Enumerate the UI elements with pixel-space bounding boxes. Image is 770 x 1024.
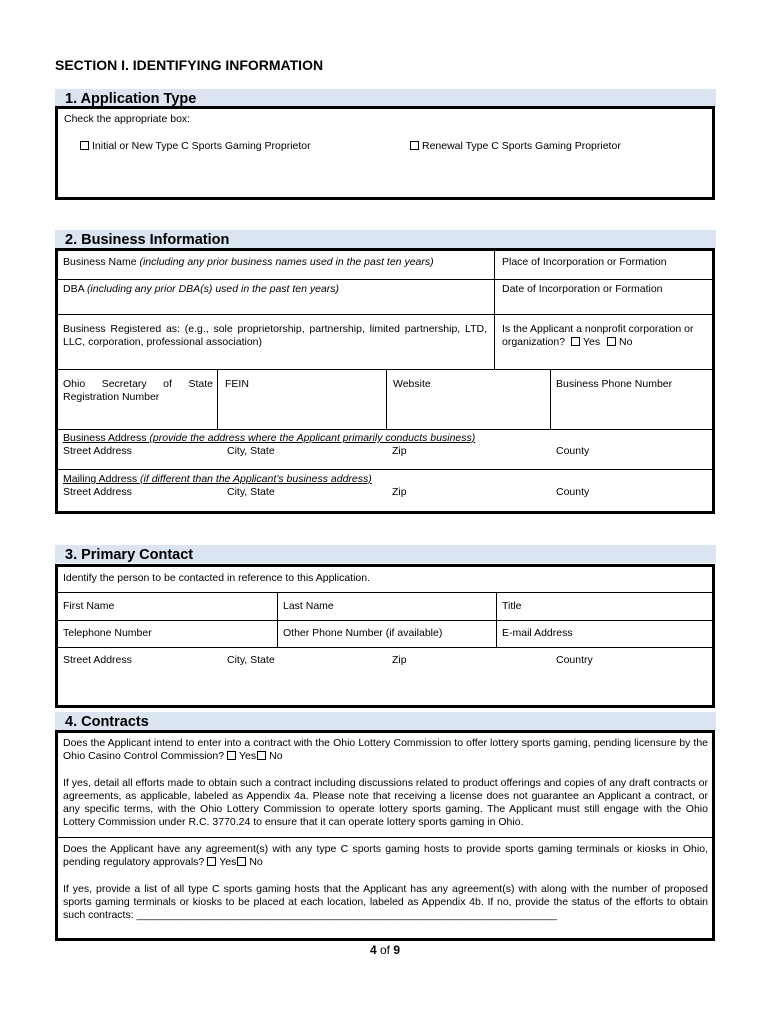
host-no-checkbox[interactable] (237, 857, 246, 866)
date-of-incorporation-label: Date of Incorporation or Formation (502, 283, 663, 295)
contract-yes-checkbox[interactable] (227, 751, 236, 760)
other-phone-label: Other Phone Number (if available) (283, 627, 443, 639)
mailing-address-label: Mailing Address (if different than the Applicant’s business address) (63, 473, 372, 485)
initial-label: Initial or New Type C Sports Gaming Proprietor (92, 140, 311, 152)
biz-street-label: Street Address (63, 445, 132, 457)
contact-street-label: Street Address (63, 654, 132, 666)
initial-option[interactable] (80, 140, 311, 153)
first-name-label: First Name (63, 600, 115, 612)
mail-county-label: County (556, 486, 590, 498)
biz-county-label: County (556, 445, 590, 457)
business-registered-as-label: Business Registered as: (e.g., sole proprietorship, partnership, limited partnership, LTD, LLC, corporation, professional association) (63, 323, 487, 348)
email-label: E-mail Address (502, 627, 573, 639)
mail-street-label: Street Address (63, 486, 132, 498)
primary-contact-box (55, 564, 715, 708)
telephone-label: Telephone Number (63, 627, 152, 639)
ohio-sos-registration-label: Ohio Secretary of State Registration Number (63, 378, 213, 403)
dba-label: DBA (including any prior DBA(s) used in the past ten years) (63, 283, 340, 295)
business-name-label: Business Name (including any prior business names used in the past ten years) (63, 256, 434, 268)
host-agreement-question: Does the Applicant have any agreement(s) with any type C sports gaming hosts to provide sports gaming terminals or kiosks in Ohio, pending regulatory approvals? Yes No (63, 843, 708, 868)
title-label: Title (502, 600, 522, 612)
business-address-label: Business Address (provide the address where the Applicant primarily conducts business) (63, 432, 476, 444)
mail-zip-label: Zip (392, 486, 407, 498)
initial-checkbox[interactable] (80, 141, 89, 150)
nonprofit-yes-checkbox[interactable] (571, 337, 580, 346)
renewal-label: Renewal Type C Sports Gaming Proprietor (422, 140, 621, 152)
contract-question: Does the Applicant intend to enter into a contract with the Ohio Lottery Commission to offer lottery sports gaming, pending licensure by the Ohio Casino Control Commission? Yes No (63, 737, 708, 762)
primary-contact-heading: 3. Primary Contact (55, 545, 716, 563)
renewal-option[interactable] (410, 140, 621, 153)
contracts-box (55, 730, 715, 941)
page-number: 4 of 9 (369, 943, 401, 957)
fein-label: FEIN (225, 378, 249, 390)
contact-city-state-label: City, State (227, 654, 275, 666)
contract-no-checkbox[interactable] (257, 751, 266, 760)
biz-city-state-label: City, State (227, 445, 275, 457)
biz-zip-label: Zip (392, 445, 407, 457)
contract-details: If yes, detail all efforts made to obtain such a contract including discussions related to product offerings and copies of any draft contracts or agreements, as applicable, labeled as Appendix 4a. Please note that receiving a license does not guarantee an Applicant a contract, or any specific terms, with the Ohio Lottery Commission to operate lottery sports gaming. The Applicant must still engage with the Ohio Lottery Commission under R.C. 3770.24 to ensure that it can operate lottery sports gaming in Ohio. (63, 777, 708, 828)
place-of-incorporation-label: Place of Incorporation or Formation (502, 256, 667, 268)
nonprofit-no-checkbox[interactable] (607, 337, 616, 346)
nonprofit-question: Is the Applicant a nonprofit corporation or organization? Yes No (502, 323, 694, 348)
business-information-heading: 2. Business Information (55, 230, 716, 248)
primary-contact-instruction: Identify the person to be contacted in reference to this Application. (63, 572, 371, 584)
application-type-instruction: Check the appropriate box: (64, 113, 191, 125)
business-phone-label: Business Phone Number (556, 378, 673, 390)
section-title: SECTION I. IDENTIFYING INFORMATION (55, 57, 324, 73)
application-type-box (55, 106, 715, 200)
contact-country-label: Country (556, 654, 593, 666)
host-yes-checkbox[interactable] (207, 857, 216, 866)
contact-zip-label: Zip (392, 654, 407, 666)
mail-city-state-label: City, State (227, 486, 275, 498)
renewal-checkbox[interactable] (410, 141, 419, 150)
host-agreement-details: If yes, provide a list of all type C sports gaming hosts that the Applicant has any agreement(s) with along with the number of proposed sports gaming terminals or kiosks to be placed at each location, labeled as Appendix 4b. If no, provide the status of the efforts to obtain such contracts: ________________________________________________________________________ (63, 883, 708, 921)
last-name-label: Last Name (283, 600, 334, 612)
application-type-heading: 1. Application Type (55, 89, 716, 107)
business-information-box (55, 248, 715, 514)
contracts-heading: 4. Contracts (55, 712, 716, 730)
website-label: Website (393, 378, 431, 390)
